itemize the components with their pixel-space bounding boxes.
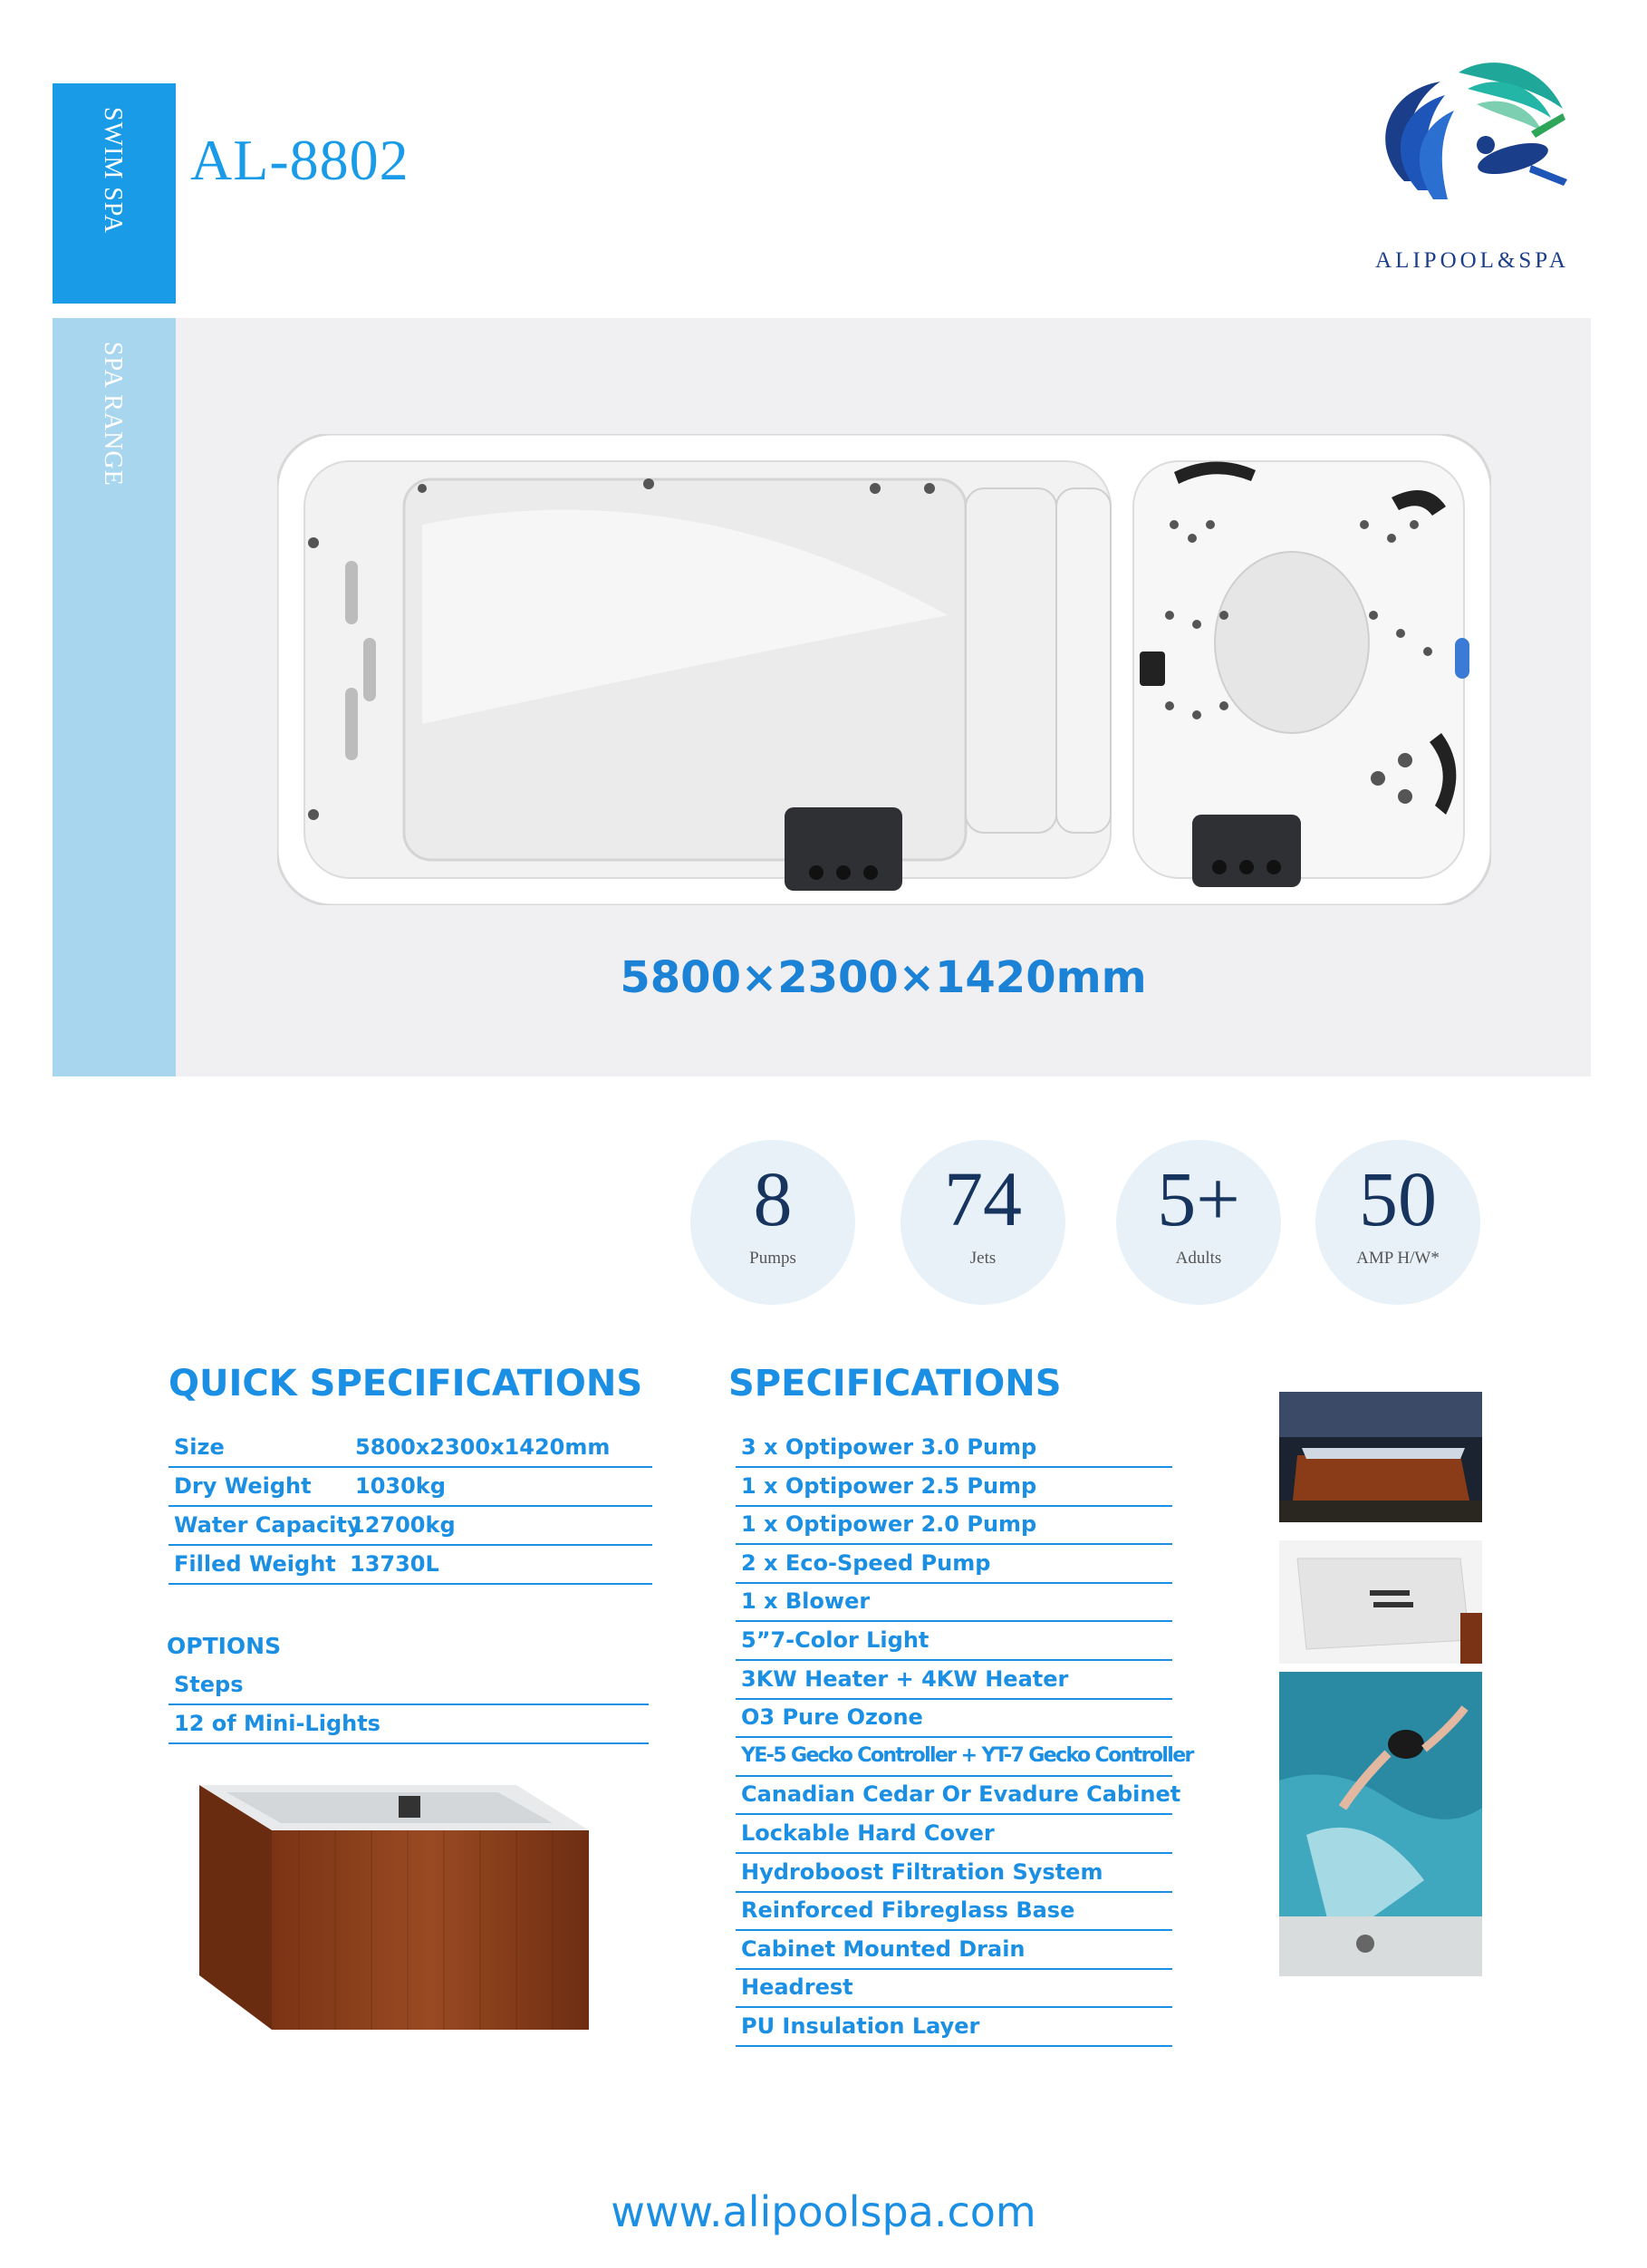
side-tab-label: SWIM SPA (99, 107, 127, 235)
swimmer-logo-icon (1350, 45, 1576, 281)
option-row (169, 1704, 649, 1744)
spec-label: YE-5 Gecko Controller + YT-7 Gecko Controller (741, 1743, 1193, 1767)
swimmer-photo (1279, 1672, 1482, 1976)
spec-label: Lockable Hard Cover (741, 1820, 995, 1846)
quick-spec-key: Water Capacity (174, 1512, 361, 1538)
stat-value: 74 (944, 1155, 1022, 1242)
spec-label: 3KW Heater + 4KW Heater (741, 1665, 1069, 1692)
spec-row (736, 1544, 1172, 1584)
quick-spec-value: 5800x2300x1420mm (355, 1434, 611, 1460)
side-tab-label: SPA RANGE (99, 342, 127, 487)
side-tab-spa-range (53, 318, 176, 1076)
stat-adults (1116, 1140, 1281, 1305)
quick-spec-row (169, 1506, 652, 1546)
spec-row (736, 1853, 1172, 1893)
option-label: 12 of Mini-Lights (174, 1711, 380, 1736)
spec-label: Canadian Cedar Or Evadure Cabinet (741, 1781, 1181, 1808)
stat-label: Pumps (749, 1249, 796, 1268)
specs-heading: SPECIFICATIONS (728, 1363, 1062, 1404)
stat-label: AMP H/W* (1356, 1249, 1440, 1268)
spec-label: 1 x Blower (741, 1588, 871, 1615)
spec-row (736, 1428, 1172, 1468)
quick-spec-key: Dry Weight (174, 1473, 312, 1499)
spec-label: Cabinet Mounted Drain (741, 1935, 1026, 1962)
quick-spec-key: Size (174, 1434, 225, 1460)
spec-label: 5”7-Color Light (741, 1627, 929, 1653)
stat-label: Jets (969, 1249, 997, 1268)
spec-row (736, 1930, 1172, 1970)
option-row (169, 1665, 649, 1705)
spec-label: 2 x Eco-Speed Pump (741, 1549, 991, 1576)
stat-label: Adults (1175, 1249, 1222, 1268)
quick-spec-value: 12700kg (350, 1512, 456, 1538)
spec-row (736, 1775, 1181, 1815)
quick-specs-heading: QUICK SPECIFICATIONS (169, 1363, 643, 1404)
spec-row (736, 1968, 1172, 2008)
footer-url[interactable]: www.alipoolspa.com (611, 2187, 1036, 2236)
quick-spec-row (169, 1545, 652, 1585)
stat-value: 5+ (1157, 1155, 1240, 1242)
quick-spec-value: 13730L (350, 1551, 439, 1577)
spec-label: Reinforced Fibreglass Base (741, 1897, 1075, 1924)
brand-name: ALIPOOL&SPA (1375, 248, 1569, 273)
quick-spec-key: Filled Weight (174, 1551, 336, 1577)
spa-top-view-image (277, 434, 1491, 905)
spec-row (736, 1467, 1172, 1507)
page-title: AL-8802 (190, 128, 409, 192)
hero-panel (176, 318, 1591, 1076)
stat-jets (901, 1140, 1065, 1305)
spec-row (736, 1891, 1172, 1931)
options-heading: OPTIONS (167, 1633, 282, 1659)
spec-label: O3 Pure Ozone (741, 1704, 923, 1731)
spec-row (736, 1814, 1172, 1854)
stat-value: 50 (1359, 1155, 1437, 1242)
quick-spec-row (169, 1428, 652, 1468)
stat-value: 8 (753, 1155, 793, 1242)
quick-spec-value: 1030kg (355, 1473, 446, 1499)
spa-cabinet-image (172, 1758, 598, 2048)
spec-label: 3 x Optipower 3.0 Pump (741, 1434, 1037, 1460)
spa-outdoor-photo (1279, 1392, 1482, 1522)
spa-interior-photo (1279, 1540, 1482, 1664)
stat-pumps (690, 1140, 855, 1305)
spec-row (736, 1621, 1172, 1661)
spec-row (736, 1660, 1172, 1700)
option-label: Steps (174, 1672, 244, 1697)
spec-label: Headrest (741, 1974, 853, 2001)
spec-row (736, 2007, 1172, 2047)
spec-row (736, 1582, 1172, 1622)
spec-label: Hydroboost Filtration System (741, 1858, 1103, 1885)
spec-label: PU Insulation Layer (741, 2013, 980, 2039)
spec-label: 1 x Optipower 2.0 Pump (741, 1511, 1037, 1538)
spa-dimensions: 5800×2300×1420mm (620, 952, 1147, 1003)
side-tab-swim-spa (53, 83, 176, 304)
spec-row (736, 1698, 1172, 1738)
spec-row (736, 1737, 1193, 1777)
quick-spec-row (169, 1467, 652, 1507)
spec-label: 1 x Optipower 2.5 Pump (741, 1472, 1037, 1499)
stat-amp (1315, 1140, 1480, 1305)
spec-row (736, 1505, 1172, 1545)
